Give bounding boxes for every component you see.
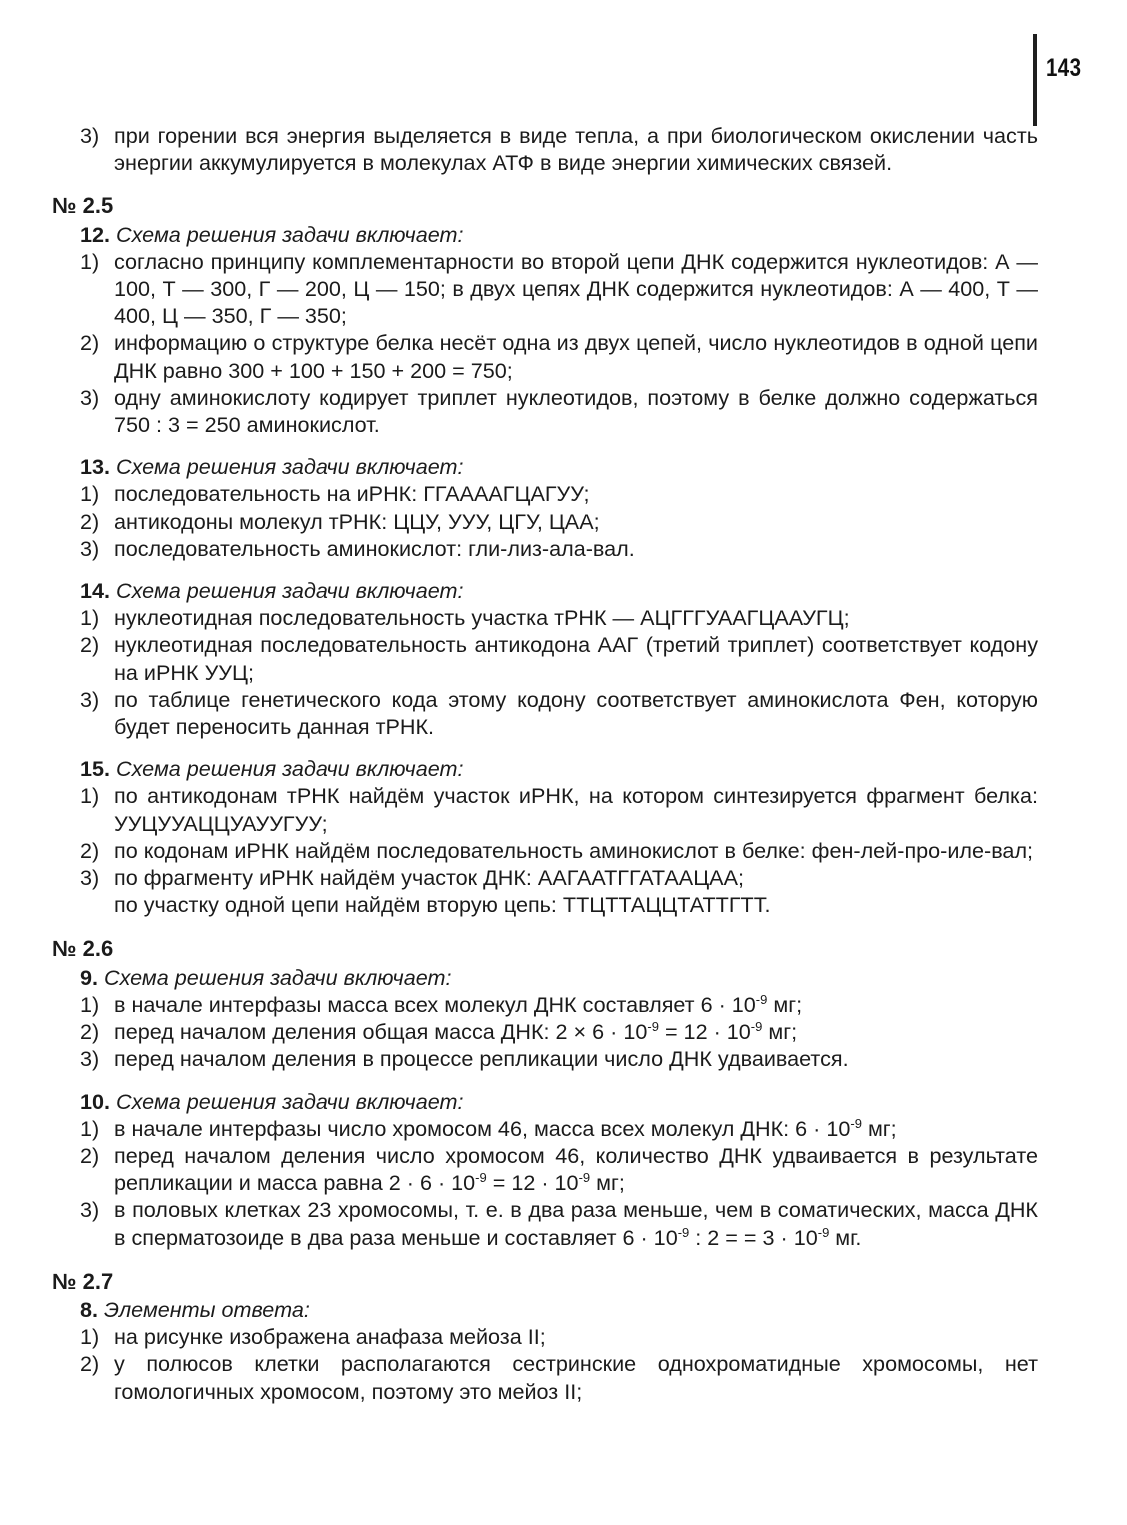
exponent: -9 [750, 1018, 763, 1034]
task-heading-12 [52, 221, 1038, 248]
exponent: -9 [677, 1224, 690, 1240]
item-text: перед началом деления общая масса ДНК: 2 × 6 · 10 [114, 1019, 648, 1045]
section-heading-2-6: № 2.6 [52, 936, 114, 962]
item-number: 2) [80, 837, 100, 863]
list-item [52, 864, 1038, 918]
exponent: -9 [475, 1169, 487, 1185]
list-item [52, 1142, 1038, 1196]
list-item [52, 329, 1038, 383]
item-text: антикодоны молекул тРНК: ЦЦУ, УУУ, ЦГУ, ЦАА; [114, 508, 600, 534]
item-number: 2) [80, 632, 100, 658]
item-text: = 12 · 10 [658, 1019, 751, 1045]
item-text: у полюсов клетки располагаются сестринские однохроматидные хромосомы, нет гомологичных хромосом, поэтому это мейоз II; [114, 1351, 1038, 1404]
task-label: Схема решения задачи включает: [116, 578, 464, 604]
list-item [52, 508, 1038, 535]
item-number: 3) [80, 384, 100, 410]
item-text: : 2 = = 3 · 10 [689, 1224, 818, 1250]
item-number: 2) [80, 508, 100, 534]
page-margin-rule [1033, 34, 1037, 126]
item-text: при горении вся энергия выделяется в виде тепла, а при биологическом окислении часть энергии аккумулируется в молекулах АТФ в виде энергии химических связей. [114, 123, 1038, 176]
task-label: Схема решения задачи включает: [104, 964, 452, 990]
list-item [52, 122, 1038, 176]
item-number: 3) [80, 686, 100, 712]
task-number: 10. [80, 1088, 111, 1114]
task-heading-15 [52, 755, 1038, 782]
item-text: по антикодонам тРНК найдём участок иРНК, на котором синтезируется фрагмент белка: УУЦУУАЦЦУАУУГУУ; [114, 783, 1038, 836]
item-text: перед началом деления число хромосом 46, количество ДНК удваивается в результате репликации и масса равна 2 · 6 · 10 [114, 1142, 1038, 1196]
task-number: 12. [80, 221, 111, 247]
task-number: 15. [80, 756, 111, 782]
list-item [52, 1196, 1038, 1250]
item-number: 2) [80, 1351, 100, 1377]
item-text: по участку одной цепи найдём вторую цепь: ТТЦТТАЦЦТАТТГТТ. [114, 892, 771, 918]
task-label: Схема решения задачи включает: [116, 1088, 464, 1114]
item-text: = 12 · 10 [486, 1170, 579, 1196]
exponent: -9 [850, 1115, 862, 1131]
item-text: мг; [861, 1115, 897, 1141]
item-text: мг; [590, 1170, 625, 1196]
item-text: мг. [829, 1224, 862, 1250]
item-text: одну аминокислоту кодирует триплет нуклеотидов, поэтому в белке должно содержаться 750 : 3 = 250 аминокислот. [114, 384, 1038, 438]
task-label: Схема решения задачи включает: [116, 454, 464, 480]
item-number: 1) [80, 1324, 100, 1350]
item-number: 3) [80, 865, 100, 891]
task-heading-14 [52, 577, 1038, 604]
item-number: 1) [80, 605, 100, 631]
task-heading-9 [52, 964, 1038, 991]
exponent: -9 [817, 1224, 830, 1240]
item-text: согласно принципу комплементарности во второй цепи ДНК содержится нуклеотидов: А — 100, Т — 300, Г — 200, Ц — 150; в двух цепях ДНК содержится нуклеотидов: А — 400, Т — 400, Ц — 350, Г — 350; [114, 248, 1038, 329]
list-item [52, 837, 1038, 864]
list-item [52, 248, 1038, 330]
item-number: 3) [80, 535, 100, 561]
item-text: по таблице генетического кода этому кодону соответствует аминокислота Фен, которую будет переносить данная тРНК. [114, 686, 1038, 740]
list-item [52, 1350, 1038, 1404]
list-item [52, 1323, 1038, 1350]
list-item [52, 1018, 1038, 1045]
item-number: 1) [80, 248, 100, 274]
list-item [52, 1115, 1038, 1142]
item-text: перед началом деления в процессе репликации число ДНК удваивается. [114, 1046, 849, 1072]
list-item [52, 535, 1038, 562]
section-heading-2-5: № 2.5 [52, 193, 114, 219]
item-text: по фрагменту иРНК найдём участок ДНК: ААГААТГГАТААЦАА; [114, 865, 744, 891]
list-item [52, 1045, 1038, 1072]
item-number: 2) [80, 330, 100, 356]
task-number: 14. [80, 578, 111, 604]
item-number: 3) [80, 1197, 100, 1223]
list-item [52, 631, 1038, 685]
list-item [52, 384, 1038, 438]
item-text: информацию о структуре белка несёт одна из двух цепей, число нуклеотидов в одной цепи ДНК равно 300 + 100 + 150 + 200 = 750; [114, 330, 1038, 383]
item-number: 1) [80, 1115, 100, 1141]
item-text: нуклеотидная последовательность антикодона ААГ (третий триплет) соответствует кодону на иРНК УУЦ; [114, 632, 1038, 685]
item-text: последовательность на иРНК: ГГАААAГЦАГУУ; [114, 481, 590, 507]
list-item [52, 604, 1038, 631]
item-text: в начале интерфазы масса всех молекул ДНК составляет 6 · 10 [114, 991, 756, 1017]
list-item [52, 686, 1038, 740]
item-number: 3) [80, 123, 100, 148]
task-number: 8. [80, 1296, 99, 1322]
list-item [52, 480, 1038, 507]
item-number: 2) [80, 1142, 100, 1168]
item-text: мг; [762, 1019, 798, 1045]
page-number: 143 [1046, 54, 1082, 82]
exponent: -9 [755, 991, 768, 1007]
item-text: нуклеотидная последовательность участка тРНК — АЦГГГУААГЦААУГЦ; [114, 605, 850, 631]
page-content [52, 122, 1038, 1405]
item-number: 1) [80, 783, 100, 809]
section-heading-2-7: № 2.7 [52, 1268, 114, 1294]
task-heading-8 [52, 1296, 1038, 1323]
item-number: 1) [80, 991, 100, 1017]
item-number: 3) [80, 1046, 100, 1072]
list-item [52, 782, 1038, 836]
task-number: 9. [80, 964, 99, 990]
item-text: последовательность аминокислот: гли-лиз-ала-вал. [114, 535, 635, 561]
task-label: Схема решения задачи включает: [116, 756, 464, 782]
exponent: -9 [647, 1018, 659, 1034]
task-heading-13 [52, 453, 1038, 480]
item-text: в начале интерфазы число хромосом 46, масса всех молекул ДНК: 6 · 10 [114, 1115, 851, 1141]
item-text: мг; [767, 991, 803, 1017]
item-number: 1) [80, 481, 100, 507]
task-heading-10 [52, 1088, 1038, 1115]
exponent: -9 [578, 1169, 591, 1185]
task-label: Элементы ответа: [104, 1296, 310, 1322]
task-number: 13. [80, 454, 111, 480]
task-label: Схема решения задачи включает: [116, 221, 464, 247]
item-text: в половых клетках 23 хромосомы, т. е. в два раза меньше, чем в соматических, масса ДНК в сперматозоиде в два раза меньше и составляет 6 · 10 [114, 1197, 1038, 1250]
item-text: на рисунке изображена анафаза мейоза II; [114, 1324, 546, 1350]
list-item [52, 991, 1038, 1018]
item-text: по кодонам иРНК найдём последовательность аминокислот в белке: фен-лей-про-иле-вал; [114, 837, 1034, 863]
item-number: 2) [80, 1019, 100, 1045]
